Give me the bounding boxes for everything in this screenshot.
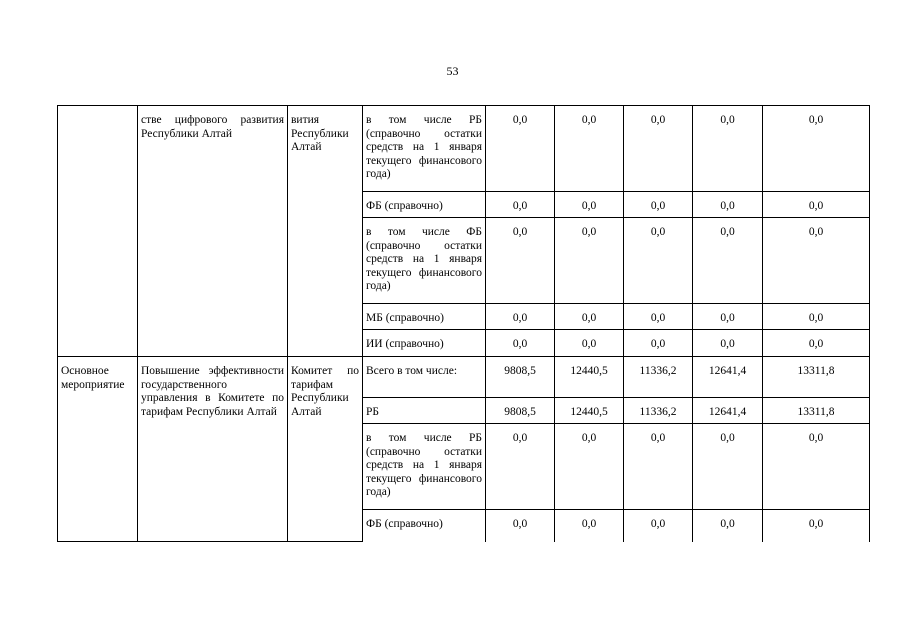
value-cell: 0,0 bbox=[555, 218, 624, 304]
value-cell: 0,0 bbox=[624, 218, 693, 304]
value-cell: 12641,4 bbox=[693, 357, 763, 398]
value-cell: 0,0 bbox=[693, 510, 763, 542]
value-cell: 11336,2 bbox=[624, 398, 693, 424]
value-cell: 0,0 bbox=[555, 106, 624, 192]
value-cell: 0,0 bbox=[693, 218, 763, 304]
value-cell: 0,0 bbox=[486, 510, 555, 542]
value-cell: 9808,5 bbox=[486, 357, 555, 398]
value-cell: 13311,8 bbox=[763, 357, 870, 398]
page-number: 53 bbox=[446, 64, 459, 78]
value-cell: 0,0 bbox=[763, 424, 870, 510]
activity-name-cell: Повышение эффективности государственного управления в Комитете по тарифам Республики Алтай bbox=[138, 357, 288, 542]
activity-type-cell: Основное мероприятие bbox=[58, 357, 138, 542]
value-cell: 0,0 bbox=[486, 192, 555, 218]
funding-source-label: Всего в том числе: bbox=[363, 357, 486, 398]
responsible-cell: вития Республики Алтай bbox=[288, 106, 363, 357]
table-row bbox=[58, 106, 870, 192]
funding-source-label: МБ (справочно) bbox=[363, 304, 486, 330]
value-cell: 0,0 bbox=[624, 304, 693, 330]
value-cell: 13311,8 bbox=[763, 398, 870, 424]
funding-source-label: ФБ (справочно) bbox=[363, 510, 486, 542]
value-cell: 9808,5 bbox=[486, 398, 555, 424]
value-cell: 12440,5 bbox=[555, 398, 624, 424]
table-row bbox=[58, 357, 870, 398]
value-cell: 0,0 bbox=[763, 304, 870, 330]
value-cell: 0,0 bbox=[486, 424, 555, 510]
budget-table bbox=[57, 105, 870, 542]
funding-source-label: в том числе РБ (справочно остатки средств на 1 января текущего финансового года) bbox=[363, 106, 486, 192]
value-cell: 0,0 bbox=[693, 424, 763, 510]
value-cell: 0,0 bbox=[555, 424, 624, 510]
value-cell: 0,0 bbox=[693, 106, 763, 192]
value-cell: 0,0 bbox=[763, 510, 870, 542]
value-cell: 12641,4 bbox=[693, 398, 763, 424]
funding-source-label: РБ bbox=[363, 398, 486, 424]
value-cell: 0,0 bbox=[555, 192, 624, 218]
value-cell: 0,0 bbox=[763, 330, 870, 357]
value-cell: 0,0 bbox=[486, 330, 555, 357]
value-cell: 0,0 bbox=[624, 106, 693, 192]
funding-source-label: в том числе РБ (справочно остатки средств на 1 января текущего финансового года) bbox=[363, 424, 486, 510]
value-cell: 0,0 bbox=[693, 330, 763, 357]
activity-type-cell bbox=[58, 106, 138, 357]
responsible-cell: Комитет по тарифам Республики Алтай bbox=[288, 357, 363, 542]
value-cell: 0,0 bbox=[693, 192, 763, 218]
funding-source-label: ФБ (справочно) bbox=[363, 192, 486, 218]
funding-source-label: в том числе ФБ (справочно остатки средств на 1 января текущего финансового года) bbox=[363, 218, 486, 304]
value-cell: 0,0 bbox=[486, 218, 555, 304]
value-cell: 12440,5 bbox=[555, 357, 624, 398]
funding-source-label: ИИ (справочно) bbox=[363, 330, 486, 357]
value-cell: 0,0 bbox=[486, 106, 555, 192]
value-cell: 0,0 bbox=[555, 330, 624, 357]
activity-name-cell: стве цифрового развития Республики Алтай bbox=[138, 106, 288, 357]
value-cell: 0,0 bbox=[624, 510, 693, 542]
value-cell: 0,0 bbox=[763, 192, 870, 218]
value-cell: 11336,2 bbox=[624, 357, 693, 398]
value-cell: 0,0 bbox=[624, 424, 693, 510]
value-cell: 0,0 bbox=[486, 304, 555, 330]
value-cell: 0,0 bbox=[763, 218, 870, 304]
value-cell: 0,0 bbox=[693, 304, 763, 330]
value-cell: 0,0 bbox=[624, 330, 693, 357]
value-cell: 0,0 bbox=[624, 192, 693, 218]
value-cell: 0,0 bbox=[555, 304, 624, 330]
value-cell: 0,0 bbox=[555, 510, 624, 542]
value-cell: 0,0 bbox=[763, 106, 870, 192]
